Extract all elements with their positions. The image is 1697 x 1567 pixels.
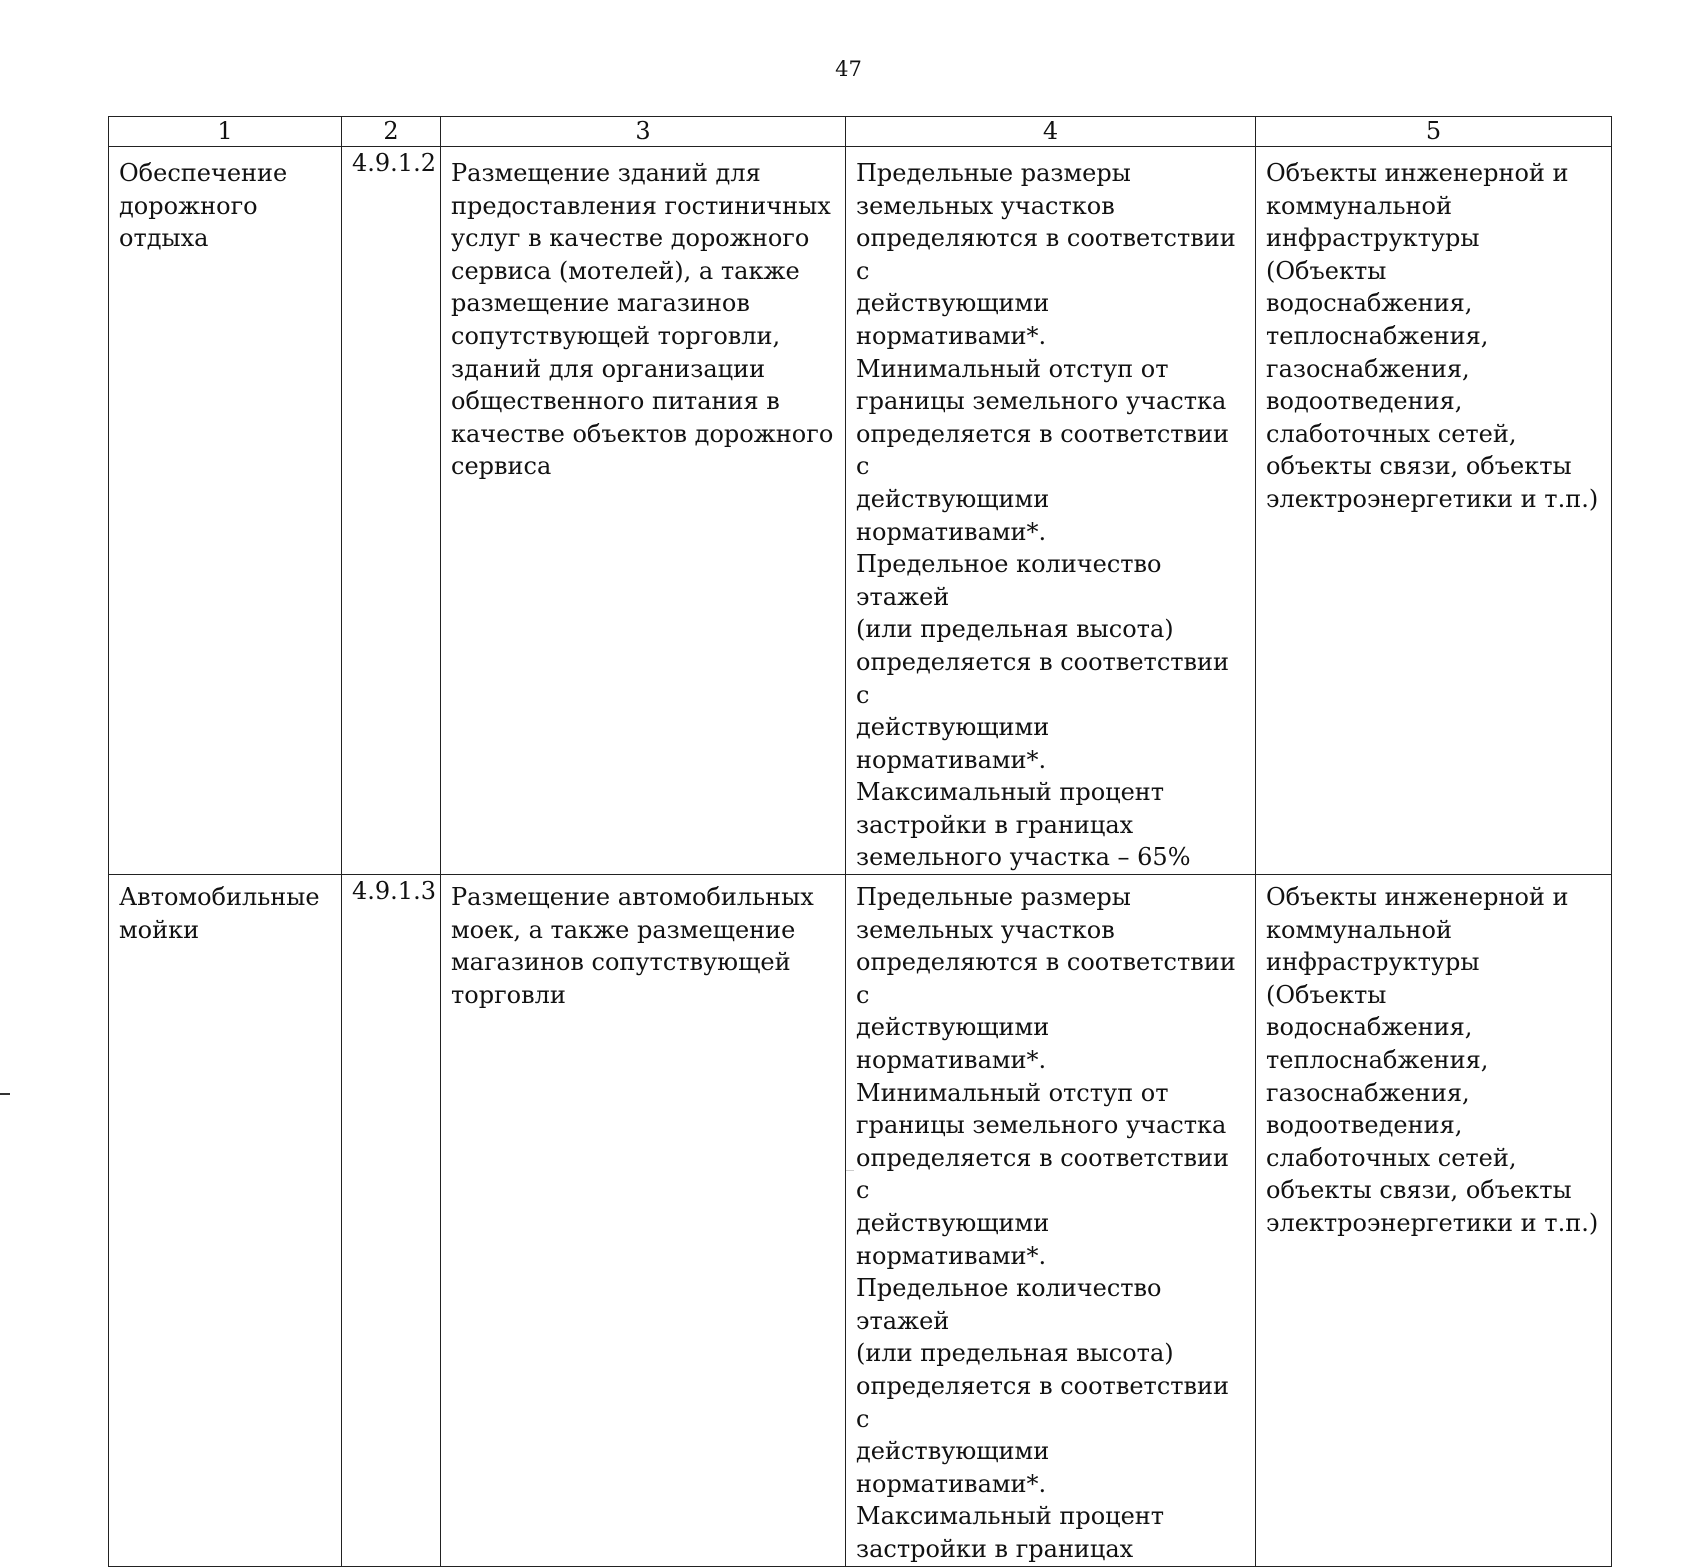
- page-number: 47: [835, 57, 862, 81]
- land-use-table: [108, 116, 1612, 1567]
- use-type-name: [109, 147, 342, 875]
- scan-artifact: [846, 1170, 854, 1171]
- use-type-name-text: Обеспечение дорожного отдыха: [119, 159, 288, 253]
- use-type-parameters: [846, 875, 1256, 1566]
- use-type-auxiliary: [1256, 147, 1612, 875]
- column-header-4: 4: [846, 117, 1256, 147]
- use-type-auxiliary-text: Объекты инженерной и коммунальной инфраструктуры (Объекты водоснабжения, теплоснабжения, газоснабжения, водоотведения, слаботочных сетей, объекты связи, объекты электроэнергетики и т.п.): [1266, 159, 1599, 513]
- margin-mark: [0, 1093, 10, 1095]
- use-type-description-text: Размещение зданий для предоставления гостиничных услуг в качестве дорожного сервиса (мотелей), а также размещение магазинов сопутствующей торговли, зданий для организации общественного питания в качестве объектов дорожного сервиса: [451, 159, 834, 481]
- use-type-auxiliary-text: Объекты инженерной и коммунальной инфраструктуры (Объекты водоснабжения, теплоснабжения, газоснабжения, водоотведения, слаботочных сетей, объекты связи, объекты электроэнергетики и т.п.): [1266, 883, 1599, 1237]
- table-row: [109, 875, 1612, 1566]
- use-type-parameters-text: Предельные размеры земельных участков определяются в соответствии с действующими нормативами*. Минимальный отступ от границы земельного участка определяется в соответствии с действующими нормативами*. Предельное количество этажей (или предельная высота) определяется в соответствии с действующими нормативами*. Максимальный процент застройки в границах земельного участка – 65%: [856, 159, 1236, 872]
- column-header-3: 3: [441, 117, 846, 147]
- use-type-description: [441, 875, 846, 1566]
- column-header-5: 5: [1256, 117, 1612, 147]
- use-type-parameters: [846, 147, 1256, 875]
- use-type-description-text: Размещение автомобильных моек, а также размещение магазинов сопутствующей торговли: [451, 883, 814, 1009]
- use-type-name-text: Автомобильные мойки: [119, 883, 320, 944]
- table-row: [109, 147, 1612, 875]
- table-header-row: [109, 117, 1612, 147]
- use-type-name: [109, 875, 342, 1566]
- use-type-code: [342, 147, 441, 875]
- use-type-description: [441, 147, 846, 875]
- use-type-code-text: 4.9.1.2: [352, 149, 436, 177]
- use-type-parameters-text: Предельные размеры земельных участков определяются в соответствии с действующими нормативами*. Минимальный отступ от границы земельного участка определяется в соответствии с действующими нормативами*. Предельное количество этажей (или предельная высота) определяется в соответствии с действующими нормативами*. Максимальный процент застройки в границах: [856, 883, 1236, 1563]
- use-type-code: [342, 875, 441, 1566]
- column-header-2: 2: [342, 117, 441, 147]
- column-header-1: 1: [109, 117, 342, 147]
- use-type-auxiliary: [1256, 875, 1612, 1566]
- use-type-code-text: 4.9.1.3: [352, 877, 436, 906]
